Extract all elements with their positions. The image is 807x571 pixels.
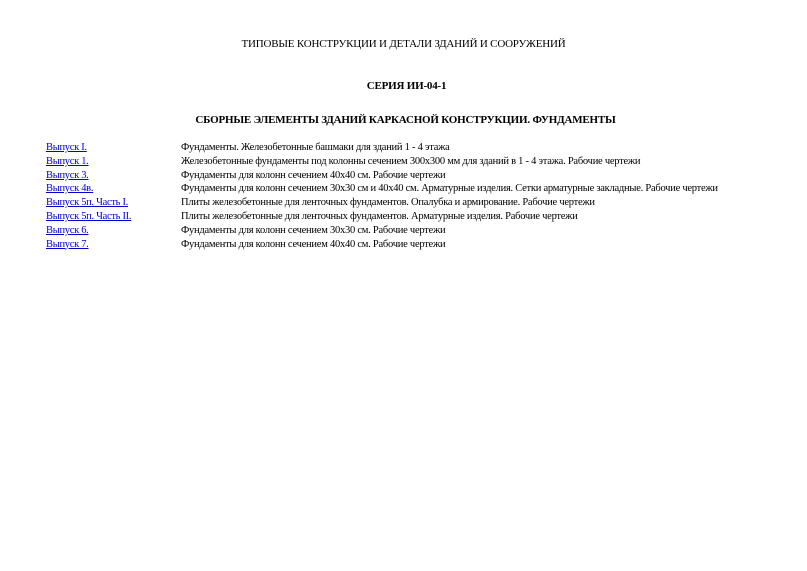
issue-link[interactable]: Выпуск 1. xyxy=(46,155,89,167)
issue-description: Железобетонные фундаменты под колонны сечением 300х300 мм для зданий в 1 - 4 этажа. Рабочие чертежи xyxy=(181,155,641,167)
issue-link[interactable]: Выпуск 5п. Часть II. xyxy=(46,210,132,222)
issue-description: Фундаменты для колонн сечением 30х30 см. Рабочие чертежи xyxy=(181,224,446,236)
series-heading: СЕРИЯ ИИ-04-1 xyxy=(366,80,447,92)
organization-heading: ТИПОВЫЕ КОНСТРУКЦИИ И ДЕТАЛИ ЗДАНИЙ И СООРУЖЕНИЙ xyxy=(241,38,566,50)
issue-link[interactable]: Выпуск 7. xyxy=(46,238,89,250)
list-item xyxy=(46,169,762,183)
list-item xyxy=(46,238,762,252)
list-item xyxy=(46,141,762,155)
issue-link[interactable]: Выпуск 6. xyxy=(46,224,89,236)
issue-description: Фундаменты для колонн сечением 40х40 см. Рабочие чертежи xyxy=(181,169,446,181)
issue-link[interactable]: Выпуск I. xyxy=(46,142,87,153)
issue-description: Плиты железобетонные для ленточных фундаментов. Опалубка и армирование. Рабочие чертежи xyxy=(181,197,595,209)
list-item xyxy=(46,196,762,210)
list-item xyxy=(46,210,762,224)
issues-list xyxy=(46,141,762,251)
issue-link[interactable]: Выпуск 5п. Часть I. xyxy=(46,197,129,209)
issue-description: Фундаменты для колонн сечением 40х40 см. Рабочие чертежи xyxy=(181,238,446,250)
issue-description: Плиты железобетонные для ленточных фундаментов. Арматурные изделия. Рабочие чертежи xyxy=(181,210,578,222)
document-title: СБОРНЫЕ ЭЛЕМЕНТЫ ЗДАНИЙ КАРКАСНОЙ КОНСТРУКЦИИ. ФУНДАМЕНТЫ xyxy=(195,114,616,126)
issue-link[interactable]: Выпуск 4в. xyxy=(46,183,94,195)
issue-link[interactable]: Выпуск 3. xyxy=(46,169,89,181)
issue-description: Фундаменты. Железобетонные башмаки для зданий 1 - 4 этажа xyxy=(181,142,450,153)
list-item xyxy=(46,155,762,169)
issue-description: Фундаменты для колонн сечением 30х30 см и 40х40 см. Арматурные изделия. Сетки арматурные закладные. Рабочие чертежи xyxy=(181,183,718,195)
list-item xyxy=(46,182,762,196)
list-item xyxy=(46,224,762,238)
